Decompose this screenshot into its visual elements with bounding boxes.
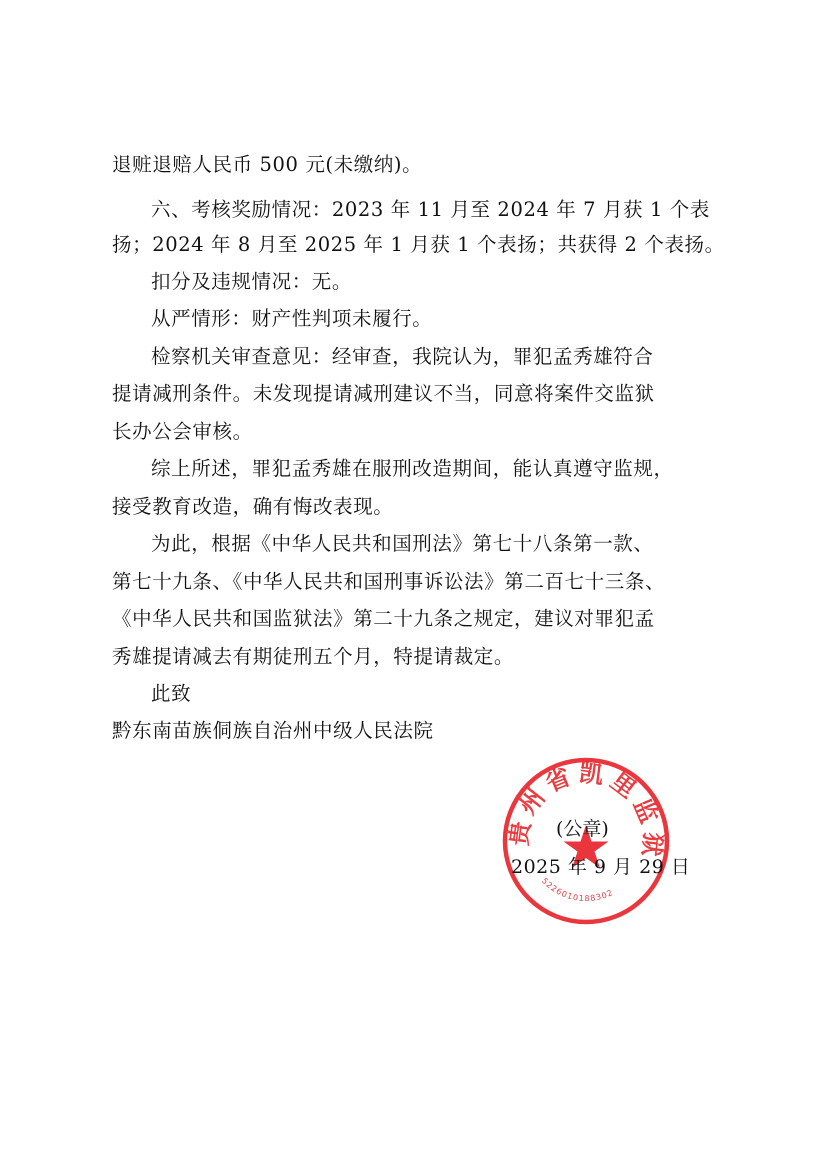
closing-salutation: 此致	[151, 682, 192, 705]
paragraph-line: 从严情形：财产性判项未履行。	[151, 307, 433, 330]
paragraph-line: 长办公会审核。	[112, 420, 253, 443]
paragraph-line: 《中华人民共和国监狱法》第二十九条之规定，建议对罪犯孟	[112, 607, 655, 630]
paragraph-line: 六、考核奖励情况：2023 年 11 月至 2024 年 7 月获 1 个表	[151, 198, 710, 221]
paragraph-line: 退赃退赔人民币 500 元(未缴纳)。	[112, 153, 423, 176]
addressee: 黔东南苗族侗族自治州中级人民法院	[112, 719, 434, 742]
svg-text:5226010188302: 5226010188302	[539, 876, 615, 904]
paragraph-line: 接受教育改造，确有悔改表现。	[112, 495, 394, 518]
paragraph-line: 第七十九条、《中华人民共和国刑事诉讼法》第二百七十三条、	[112, 570, 666, 593]
document-date: 2025 年 9 月 29 日	[511, 856, 691, 878]
paragraph-line: 扣分及违规情况：无。	[151, 270, 353, 293]
seal-label: (公章)	[556, 818, 609, 840]
paragraph-line: 扬；2024 年 8 月至 2025 年 1 月获 1 个表扬；共获得 2 个表扬。	[112, 233, 725, 256]
paragraph-line: 综上所述，罪犯孟秀雄在服刑改造期间，能认真遵守监规，	[151, 457, 674, 480]
paragraph-line: 为此，根据《中华人民共和国刑法》第七十八条第一款、	[151, 532, 654, 555]
paragraph-line: 提请减刑条件。未发现提请减刑建议不当，同意将案件交监狱	[112, 382, 655, 405]
paragraph-line: 检察机关审查意见：经审查，我院认为，罪犯孟秀雄符合	[151, 345, 654, 368]
paragraph-line: 秀雄提请减去有期徒刑五个月，特提请裁定。	[112, 645, 515, 668]
svg-text:贵州省凯里监狱: 贵州省凯里监狱	[503, 757, 669, 864]
official-seal-icon	[500, 755, 672, 927]
